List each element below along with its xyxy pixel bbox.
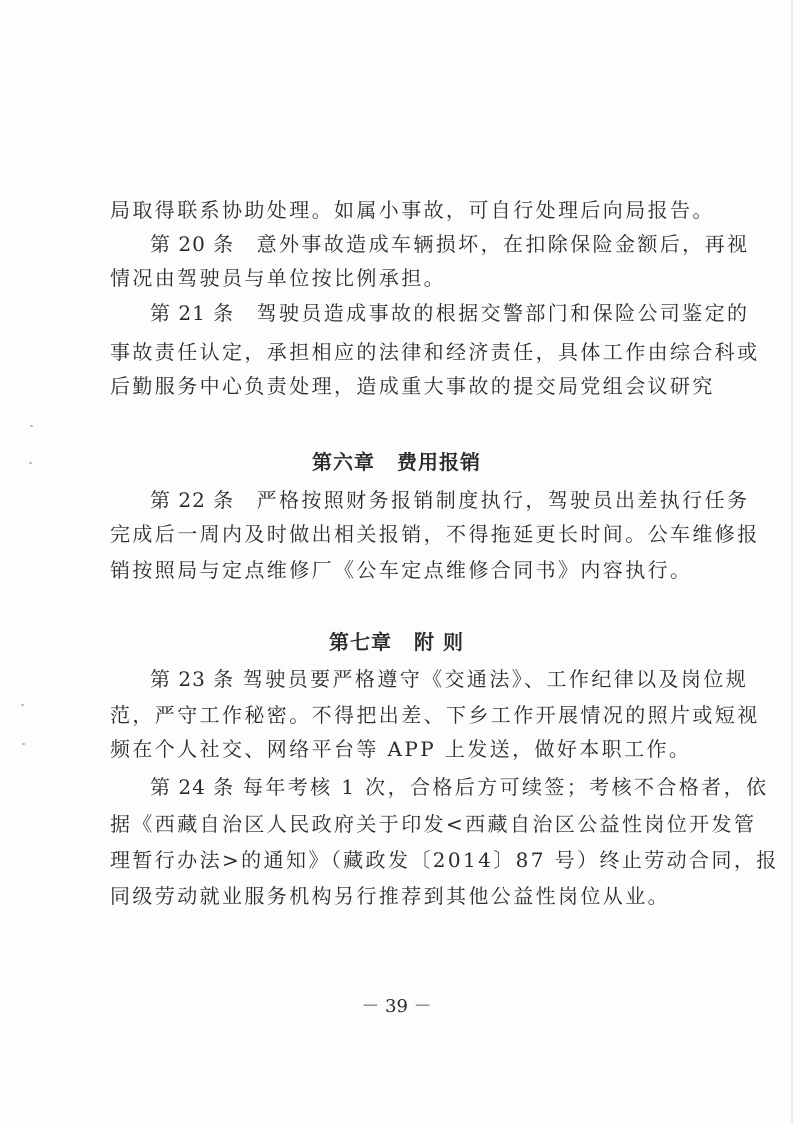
scan-speck [22,743,25,745]
article-21-text: 驾驶员造成事故的根据交警部门和保险公司鉴定的 [234,301,750,325]
scan-speck [29,462,32,464]
paragraph-line: 局取得联系协助处理。如属小事故，可自行处理后向局报告。 [110,198,715,222]
article-23-line [150,667,749,691]
article-22-line [150,488,750,512]
article-22-text: 严格按照财务报销制度执行，驾驶员出差执行任务 [234,488,750,512]
paragraph-line: 情况由驾驶员与单位按比例承担。 [110,266,446,290]
paragraph-line: 理暂行办法>的通知》（藏政发〔2014〕87 号）终止劳动合同，报 [110,848,779,872]
article-20-text: 意外事故造成车辆损坏，在扣除保险金额后，再视 [234,232,750,256]
article-22-label: 第 22 条 [150,488,235,512]
scan-speck [30,425,33,427]
paragraph-line: 后勤服务中心负责处理，造成重大事故的提交局党组会议研究 [110,374,715,398]
chapter-6-heading [0,450,793,474]
paragraph-line: 同级劳动就业服务机构另行推荐到其他公益性岗位从业。 [110,884,670,908]
paragraph-line: 据《西藏自治区人民政府关于印发<西藏自治区公益性岗位开发管 [110,812,757,836]
page-number: － 39 － [361,996,432,1017]
chapter-7-heading [0,630,793,654]
paragraph-line: 销按照局与定点维修厂《公车定点维修合同书》内容执行。 [110,558,693,582]
chapter-6-title: 费用报销 [397,450,481,474]
article-24-label: 第 24 条 [150,775,235,799]
article-21-label: 第 21 条 [150,301,235,325]
article-24-line [150,775,769,799]
paragraph-line: 完成后一周内及时做出相关报销，不得拖延更长时间。公车维修报 [110,522,760,546]
article-23-text: 驾驶员要严格遵守《交通法》、工作纪律以及岗位规 [234,667,749,691]
chapter-7-title: 附 则 [414,630,464,654]
paragraph-line: 频在个人社交、网络平台等 APP 上发送，做好本职工作。 [110,737,692,761]
chapter-6-number: 第六章 [312,450,375,474]
paragraph-line: 事故责任认定，承担相应的法律和经济责任，具体工作由综合科或 [110,340,760,364]
article-24-text: 每年考核 1 次，合格后方可续签；考核不合格者，依 [234,775,769,799]
article-23-label: 第 23 条 [150,667,235,691]
scan-speck [21,704,24,706]
chapter-7-number: 第七章 [329,630,393,654]
paragraph-line: 范，严守工作秘密。不得把出差、下乡工作开展情况的照片或短视 [110,703,760,727]
article-20-label: 第 20 条 [150,232,235,256]
article-21-line [150,301,750,325]
article-20-line [150,232,750,256]
